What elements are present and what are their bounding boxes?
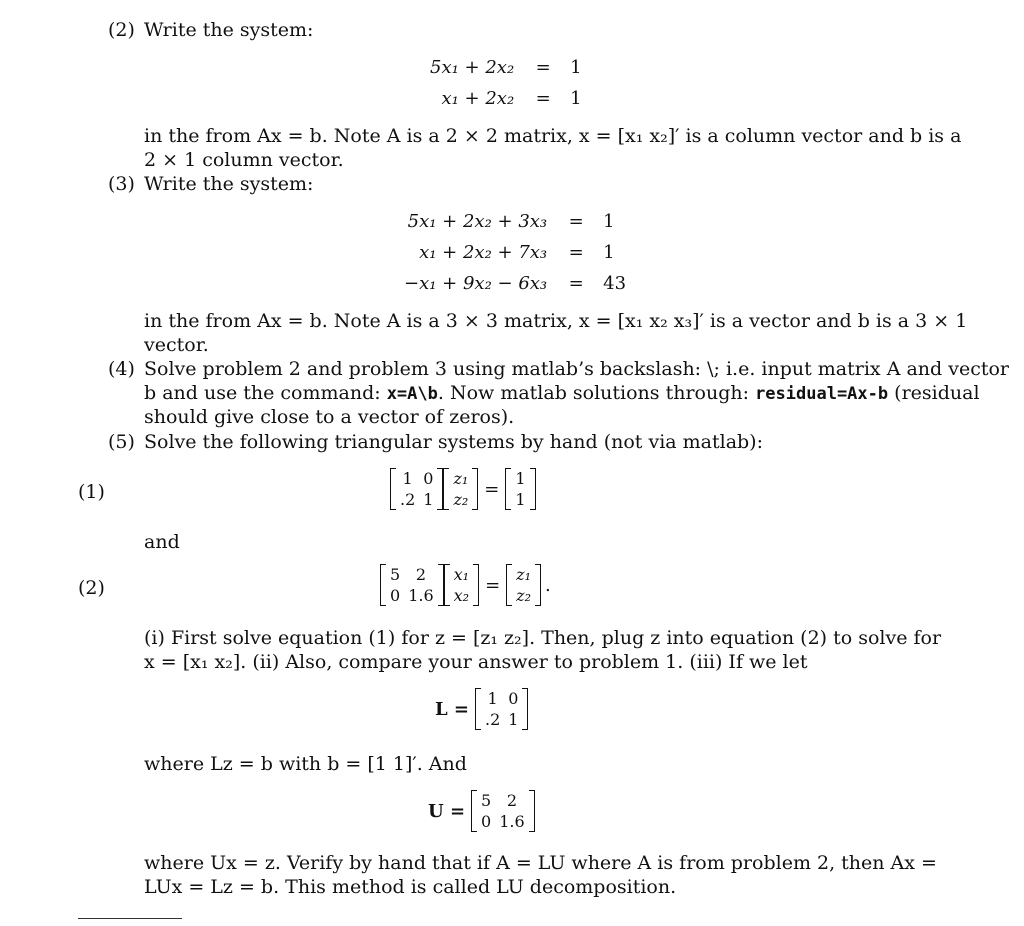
L-definition — [435, 688, 528, 730]
equals-sign: = — [535, 88, 551, 109]
U-definition — [428, 790, 535, 832]
vector-cell: x₂ — [453, 586, 470, 605]
equation-row — [430, 83, 582, 114]
matrix-cell: .2 — [400, 490, 416, 509]
matrix-cell: 0 — [481, 812, 492, 831]
equation-lhs: x₁ + 2x₂ + 7x₃ — [419, 242, 548, 263]
equation-rhs: 1 — [570, 57, 582, 78]
matrix-cell: 2 — [415, 565, 426, 584]
vector-x — [444, 564, 479, 606]
L-label: L = — [435, 698, 470, 720]
equation-number-1: (1) — [78, 481, 105, 503]
vector-cell: z₂ — [516, 586, 532, 605]
vector-cell: 1 — [515, 469, 526, 488]
matrix-cell: 5 — [390, 565, 401, 584]
item4-line2 — [144, 381, 980, 406]
matrix-cell: 1 — [487, 689, 498, 708]
item3-intro: Write the system: — [144, 173, 314, 195]
item5-para-line2: x = [x₁ x₂]. (ii) Also, compare your answer to problem 1. (iii) If we let — [144, 651, 808, 673]
equation-row — [430, 52, 582, 83]
item3-system — [404, 206, 626, 299]
matrix-cell: 2 — [506, 791, 518, 810]
item3-label: (3) — [108, 173, 135, 195]
equals-sign: = — [568, 273, 584, 294]
vector-cell: z₁ — [516, 565, 532, 584]
equation-row — [404, 206, 626, 237]
final-line2: LUx = Lz = b. This method is called LU decomposition. — [144, 876, 677, 898]
where-L-text: where Lz = b with b = [1 1]′. And — [144, 753, 467, 775]
matlab-command-solve: x=A\b — [386, 384, 438, 404]
matrix-U — [471, 790, 535, 832]
equation-1 — [390, 468, 536, 510]
footnote-rule — [78, 918, 182, 919]
vector-cell: 1 — [515, 490, 526, 509]
and-text: and — [144, 531, 180, 553]
equation-row — [404, 268, 626, 299]
equation-rhs: 43 — [603, 273, 627, 294]
matrix-cell: 5 — [481, 791, 492, 810]
equation-rhs: 1 — [603, 211, 615, 232]
matrix-cell: 1 — [423, 490, 434, 509]
equals-sign: = — [568, 211, 584, 232]
vector-cell: x₁ — [453, 565, 470, 584]
item4-line3: should give close to a vector of zeros). — [144, 406, 515, 428]
matrix-cell: 1.6 — [499, 812, 525, 831]
matrix-cell: 0 — [390, 586, 401, 605]
vector-cell: z₂ — [453, 490, 469, 509]
vector-z — [443, 468, 478, 510]
equation-2 — [380, 564, 551, 606]
item2-text-line1: in the from Ax = b. Note A is a 2 × 2 matrix, x = [x₁ x₂]′ is a column vector and b is a — [144, 125, 962, 147]
matlab-command-residual: residual=Ax-b — [755, 384, 889, 404]
matrix-L — [475, 688, 528, 730]
vector-cell: z₁ — [453, 469, 469, 488]
item5-label: (5) — [108, 431, 135, 453]
item2-intro: Write the system: — [144, 19, 314, 41]
item4-label: (4) — [108, 358, 135, 380]
equation-lhs: −x₁ + 9x₂ − 6x₃ — [404, 273, 548, 294]
item4-line2-pre: b and use the command: — [144, 382, 387, 404]
equation-number-2: (2) — [78, 577, 105, 599]
item4-line1: Solve problem 2 and problem 3 using matlab’s backslash: \; i.e. input matrix A and vector — [144, 358, 1009, 380]
matrix-lower — [390, 468, 443, 510]
item4-line2-mid: . Now matlab solutions through: — [437, 382, 756, 404]
matrix-cell: 1 — [508, 710, 519, 729]
matrix-cell: .2 — [485, 710, 501, 729]
item2-label: (2) — [108, 19, 135, 41]
item3-text-line2: vector. — [144, 334, 209, 356]
equals-sign: = — [485, 574, 501, 596]
item4-line2-post: (residual — [888, 382, 980, 404]
equation-rhs: 1 — [603, 242, 615, 263]
vector-z-rhs — [506, 564, 541, 606]
matrix-upper — [380, 564, 444, 606]
matrix-cell: 1.6 — [408, 586, 434, 605]
equals-sign: = — [568, 242, 584, 263]
matrix-cell: 1 — [402, 469, 413, 488]
equation-lhs: 5x₁ + 2x₂ — [430, 57, 515, 78]
equation-period: . — [545, 574, 551, 596]
equals-sign: = — [535, 57, 551, 78]
equation-lhs: 5x₁ + 2x₂ + 3x₃ — [407, 211, 548, 232]
vector-rhs — [505, 468, 535, 510]
item2-text-line2: 2 × 1 column vector. — [144, 149, 344, 171]
equation-lhs: x₁ + 2x₂ — [441, 88, 515, 109]
matrix-cell: 0 — [508, 689, 519, 708]
final-line1: where Ux = z. Verify by hand that if A = LU where A is from problem 2, then Ax = — [144, 852, 937, 874]
equals-sign: = — [484, 478, 500, 500]
item5-para-line1: (i) First solve equation (1) for z = [z₁ z₂]. Then, plug z into equation (2) to solve for — [144, 627, 942, 649]
item3-text-line1: in the from Ax = b. Note A is a 3 × 3 matrix, x = [x₁ x₂ x₃]′ is a vector and b is a 3 × 1 — [144, 310, 968, 332]
U-label: U = — [428, 800, 466, 822]
matrix-cell: 0 — [423, 469, 434, 488]
item2-system — [430, 52, 582, 114]
equation-rhs: 1 — [570, 88, 582, 109]
item5-intro: Solve the following triangular systems by hand (not via matlab): — [144, 431, 763, 453]
equation-row — [404, 237, 626, 268]
